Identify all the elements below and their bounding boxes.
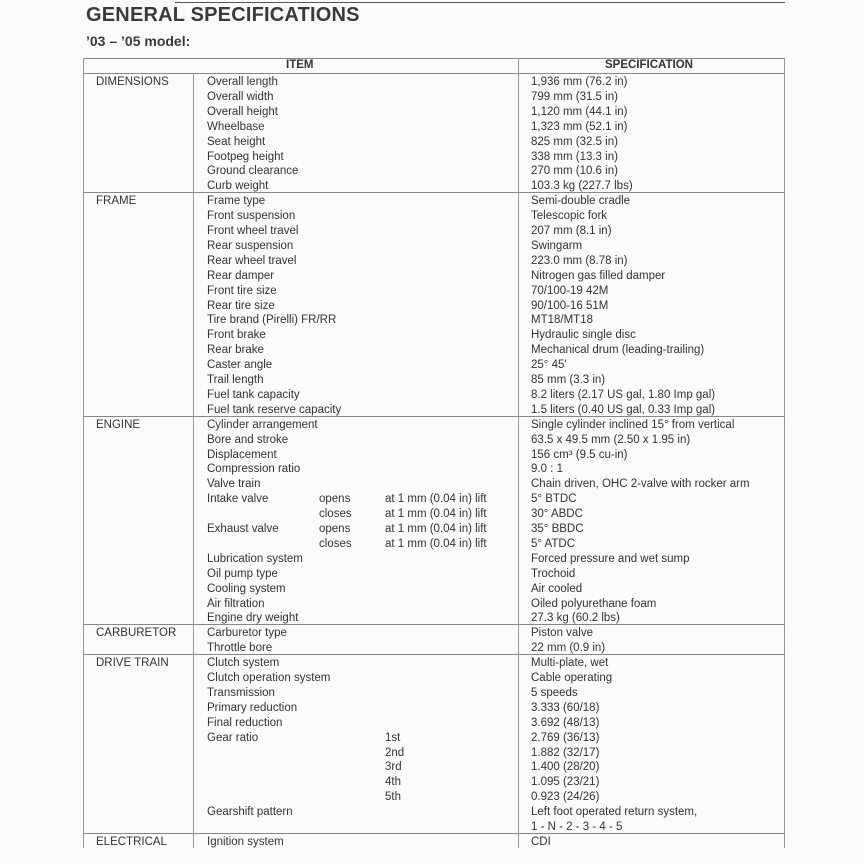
specification-value: 207 mm (8.1 in) <box>531 225 612 237</box>
specification-value: MT18/MT18 <box>531 314 593 327</box>
specification-value: Cable operating <box>531 672 613 684</box>
specification-value: Semi-double cradle <box>531 195 631 208</box>
specification-value: Air cooled <box>531 582 583 595</box>
section-divider <box>83 624 785 625</box>
specification-value: 5 speeds <box>531 686 578 699</box>
table-row <box>83 775 785 790</box>
table-row <box>83 373 785 388</box>
category-label: CARBURETOR <box>96 627 177 640</box>
item-label: Engine dry weight <box>207 612 299 625</box>
table-row <box>83 269 785 284</box>
specification-value: Mechanical drum (leading-trailing) <box>531 344 705 357</box>
table-row <box>83 254 785 269</box>
table-row <box>83 507 785 522</box>
item-label: Rear suspension <box>207 239 294 252</box>
item-label: Displacement <box>207 448 277 461</box>
specification-value: 35° BBDC <box>531 523 584 535</box>
item-label: Clutch operation system <box>207 672 331 684</box>
item-label: Frame type <box>207 195 266 208</box>
item-label: Overall height <box>207 105 278 118</box>
specification-value: 1.400 (28/20) <box>531 761 600 774</box>
item-label: Lubrication system <box>207 552 303 565</box>
specification-value: 103.3 kg (227.7 lbs) <box>531 180 633 193</box>
table-row <box>83 731 785 746</box>
table-row <box>83 835 785 850</box>
item-label: Air filtration <box>207 597 265 610</box>
table-row <box>83 299 785 314</box>
table-row <box>83 701 785 716</box>
table-row <box>83 135 785 150</box>
table-row <box>83 284 785 299</box>
valve-event: closes <box>319 508 352 521</box>
condition-value: 3rd <box>385 761 402 774</box>
condition-value: 4th <box>385 776 401 789</box>
model-subtitle: ’03 – ’05 model: <box>86 33 191 49</box>
item-label: Rear brake <box>207 344 264 357</box>
section-divider <box>83 654 785 655</box>
table-row <box>83 760 785 775</box>
item-label: Intake valve <box>207 493 269 506</box>
specification-value: 9.0 : 1 <box>531 463 563 476</box>
specification-value: Forced pressure and wet sump <box>531 552 690 565</box>
valve-event: opens <box>319 493 351 506</box>
condition-value: at 1 mm (0.04 in) lift <box>385 493 487 506</box>
specification-value: Nitrogen gas filled damper <box>531 269 666 282</box>
table-row <box>83 552 785 567</box>
specification-value: CDI <box>531 835 551 848</box>
table-row <box>83 418 785 433</box>
specification-value: 1.095 (23/21) <box>531 776 600 789</box>
item-label: Overall width <box>207 90 274 103</box>
specification-value: 2.769 (36/13) <box>531 731 600 744</box>
header-divider <box>83 73 785 74</box>
table-row <box>83 388 785 403</box>
specification-value: 8.2 liters (2.17 US gal, 1.80 Imp gal) <box>531 388 716 401</box>
table-row <box>83 358 785 373</box>
specification-value: Oiled polyurethane foam <box>531 597 657 610</box>
table-row <box>83 477 785 492</box>
item-label: Front suspension <box>207 210 296 223</box>
item-label: Footpeg height <box>207 150 284 163</box>
condition-value: 5th <box>385 791 401 804</box>
specification-value: 85 mm (3.3 in) <box>531 374 606 386</box>
table-row <box>83 343 785 358</box>
specification-value: 22 mm (0.9 in) <box>531 642 606 655</box>
table-row <box>83 313 785 328</box>
table-row <box>83 492 785 507</box>
table-row <box>83 433 785 448</box>
specifications-table <box>83 58 785 848</box>
valve-event: closes <box>319 537 352 550</box>
specification-value: 3.692 (48/13) <box>531 716 600 729</box>
specification-value: 25° 45′ <box>531 359 567 372</box>
specification-value: 1.5 liters (0.40 US gal, 0.33 Imp gal) <box>531 403 716 416</box>
specification-column-header: SPECIFICATION <box>605 59 693 71</box>
item-label: Seat height <box>207 135 266 148</box>
specification-value: 156 cm³ (9.5 cu-in) <box>531 448 628 461</box>
table-row <box>83 716 785 731</box>
table-row <box>83 567 785 582</box>
item-label: Tire brand (Pirelli) FR/RR <box>207 314 337 327</box>
table-row <box>83 671 785 686</box>
item-label: Clutch system <box>207 657 280 670</box>
item-label: Front brake <box>207 329 266 342</box>
table-row <box>83 805 785 820</box>
specification-value: 5° BTDC <box>531 493 577 506</box>
item-label: Cooling system <box>207 582 286 595</box>
specification-value: 799 mm (31.5 in) <box>531 90 618 103</box>
specification-value: 1.882 (32/17) <box>531 746 600 759</box>
condition-value: at 1 mm (0.04 in) lift <box>385 537 487 550</box>
item-label: Rear damper <box>207 269 275 282</box>
table-row <box>83 462 785 477</box>
section-divider <box>83 192 785 193</box>
item-label: Fuel tank capacity <box>207 388 300 401</box>
item-label: Oil pump type <box>207 567 278 580</box>
table-row <box>83 582 785 597</box>
specification-value: 3.333 (60/18) <box>531 701 600 714</box>
item-label: Gear ratio <box>207 731 259 744</box>
table-row <box>83 105 785 120</box>
table-row <box>83 164 785 179</box>
item-label: Throttle bore <box>207 642 273 655</box>
table-row <box>83 686 785 701</box>
specification-value: 27.3 kg (60.2 lbs) <box>531 612 620 625</box>
page-title: GENERAL SPECIFICATIONS <box>86 4 360 26</box>
specification-value: Swingarm <box>531 239 583 252</box>
specification-value: Telescopic fork <box>531 210 608 223</box>
section-divider <box>83 416 785 417</box>
specification-value: 1,936 mm (76.2 in) <box>531 76 628 88</box>
specification-value: Piston valve <box>531 627 594 640</box>
item-label: Front wheel travel <box>207 225 299 237</box>
table-row <box>83 626 785 641</box>
specification-value: 338 mm (13.3 in) <box>531 150 618 163</box>
item-label: Caster angle <box>207 359 273 372</box>
item-label: Front tire size <box>207 284 277 297</box>
table-row <box>83 746 785 761</box>
item-label: Ground clearance <box>207 165 299 178</box>
specification-value: 90/100-16 51M <box>531 299 609 312</box>
category-label: ENGINE <box>96 418 141 431</box>
table-row <box>83 239 785 254</box>
table-row <box>83 150 785 165</box>
specification-value: Trochoid <box>531 567 576 580</box>
category-label: DIMENSIONS <box>96 76 169 88</box>
item-label: Overall length <box>207 76 278 88</box>
specification-value: Chain driven, OHC 2-valve with rocker arm <box>531 478 750 491</box>
item-label: Rear wheel travel <box>207 254 297 267</box>
table-row <box>83 194 785 209</box>
table-top-border <box>83 58 785 59</box>
condition-value: at 1 mm (0.04 in) lift <box>385 523 487 535</box>
category-label: FRAME <box>96 195 137 208</box>
item-label: Cylinder arrangement <box>207 418 318 431</box>
specification-value: 30° ABDC <box>531 508 583 521</box>
specification-value: 1,120 mm (44.1 in) <box>531 105 628 118</box>
item-label: Fuel tank reserve capacity <box>207 403 342 416</box>
valve-event: opens <box>319 523 351 535</box>
specification-value: 223.0 mm (8.78 in) <box>531 254 628 267</box>
table-row <box>83 209 785 224</box>
item-label: Curb weight <box>207 180 269 193</box>
condition-value: 2nd <box>385 746 405 759</box>
table-row <box>83 224 785 239</box>
item-label: Exhaust valve <box>207 523 279 535</box>
specification-value: 5° ATDC <box>531 537 576 550</box>
item-label: Compression ratio <box>207 463 301 476</box>
table-row <box>83 656 785 671</box>
specification-value: 70/100-19 42M <box>531 284 609 297</box>
specification-value: 1,323 mm (52.1 in) <box>531 120 628 133</box>
specification-value: 270 mm (10.6 in) <box>531 165 618 178</box>
specification-value: 63.5 x 49.5 mm (2.50 x 1.95 in) <box>531 433 691 446</box>
item-label: Carburetor type <box>207 627 287 640</box>
specification-value: 0.923 (24/26) <box>531 791 600 804</box>
item-label: Transmission <box>207 686 275 699</box>
specification-value: Hydraulic single disc <box>531 329 636 342</box>
item-column-header: ITEM <box>286 59 314 71</box>
condition-value: 1st <box>385 731 401 744</box>
specification-value: Single cylinder inclined 15° from vertical <box>531 418 735 431</box>
table-row <box>83 75 785 90</box>
item-label: Trail length <box>207 374 264 386</box>
item-label: Final reduction <box>207 716 283 729</box>
table-row <box>83 522 785 537</box>
section-divider <box>83 833 785 834</box>
item-label: Valve train <box>207 478 261 491</box>
item-label: Ignition system <box>207 835 284 848</box>
category-label: DRIVE TRAIN <box>96 657 169 670</box>
table-row <box>83 448 785 463</box>
specification-value: Multi-plate, wet <box>531 657 609 670</box>
specification-value: 825 mm (32.5 in) <box>531 135 618 148</box>
top-rule <box>175 2 785 3</box>
item-label: Bore and stroke <box>207 433 289 446</box>
specification-value: Left foot operated return system, <box>531 806 698 819</box>
table-row <box>83 328 785 343</box>
table-row <box>83 537 785 552</box>
item-label: Wheelbase <box>207 120 265 133</box>
table-row <box>83 90 785 105</box>
table-row <box>83 120 785 135</box>
item-label: Rear tire size <box>207 299 275 312</box>
category-label: ELECTRICAL <box>96 835 167 848</box>
condition-value: at 1 mm (0.04 in) lift <box>385 508 487 521</box>
table-row <box>83 790 785 805</box>
item-label: Primary reduction <box>207 701 298 714</box>
table-row <box>83 597 785 612</box>
specification-value: 1 - N - 2 - 3 - 4 - 5 <box>531 821 623 833</box>
item-label: Gearshift pattern <box>207 806 293 819</box>
